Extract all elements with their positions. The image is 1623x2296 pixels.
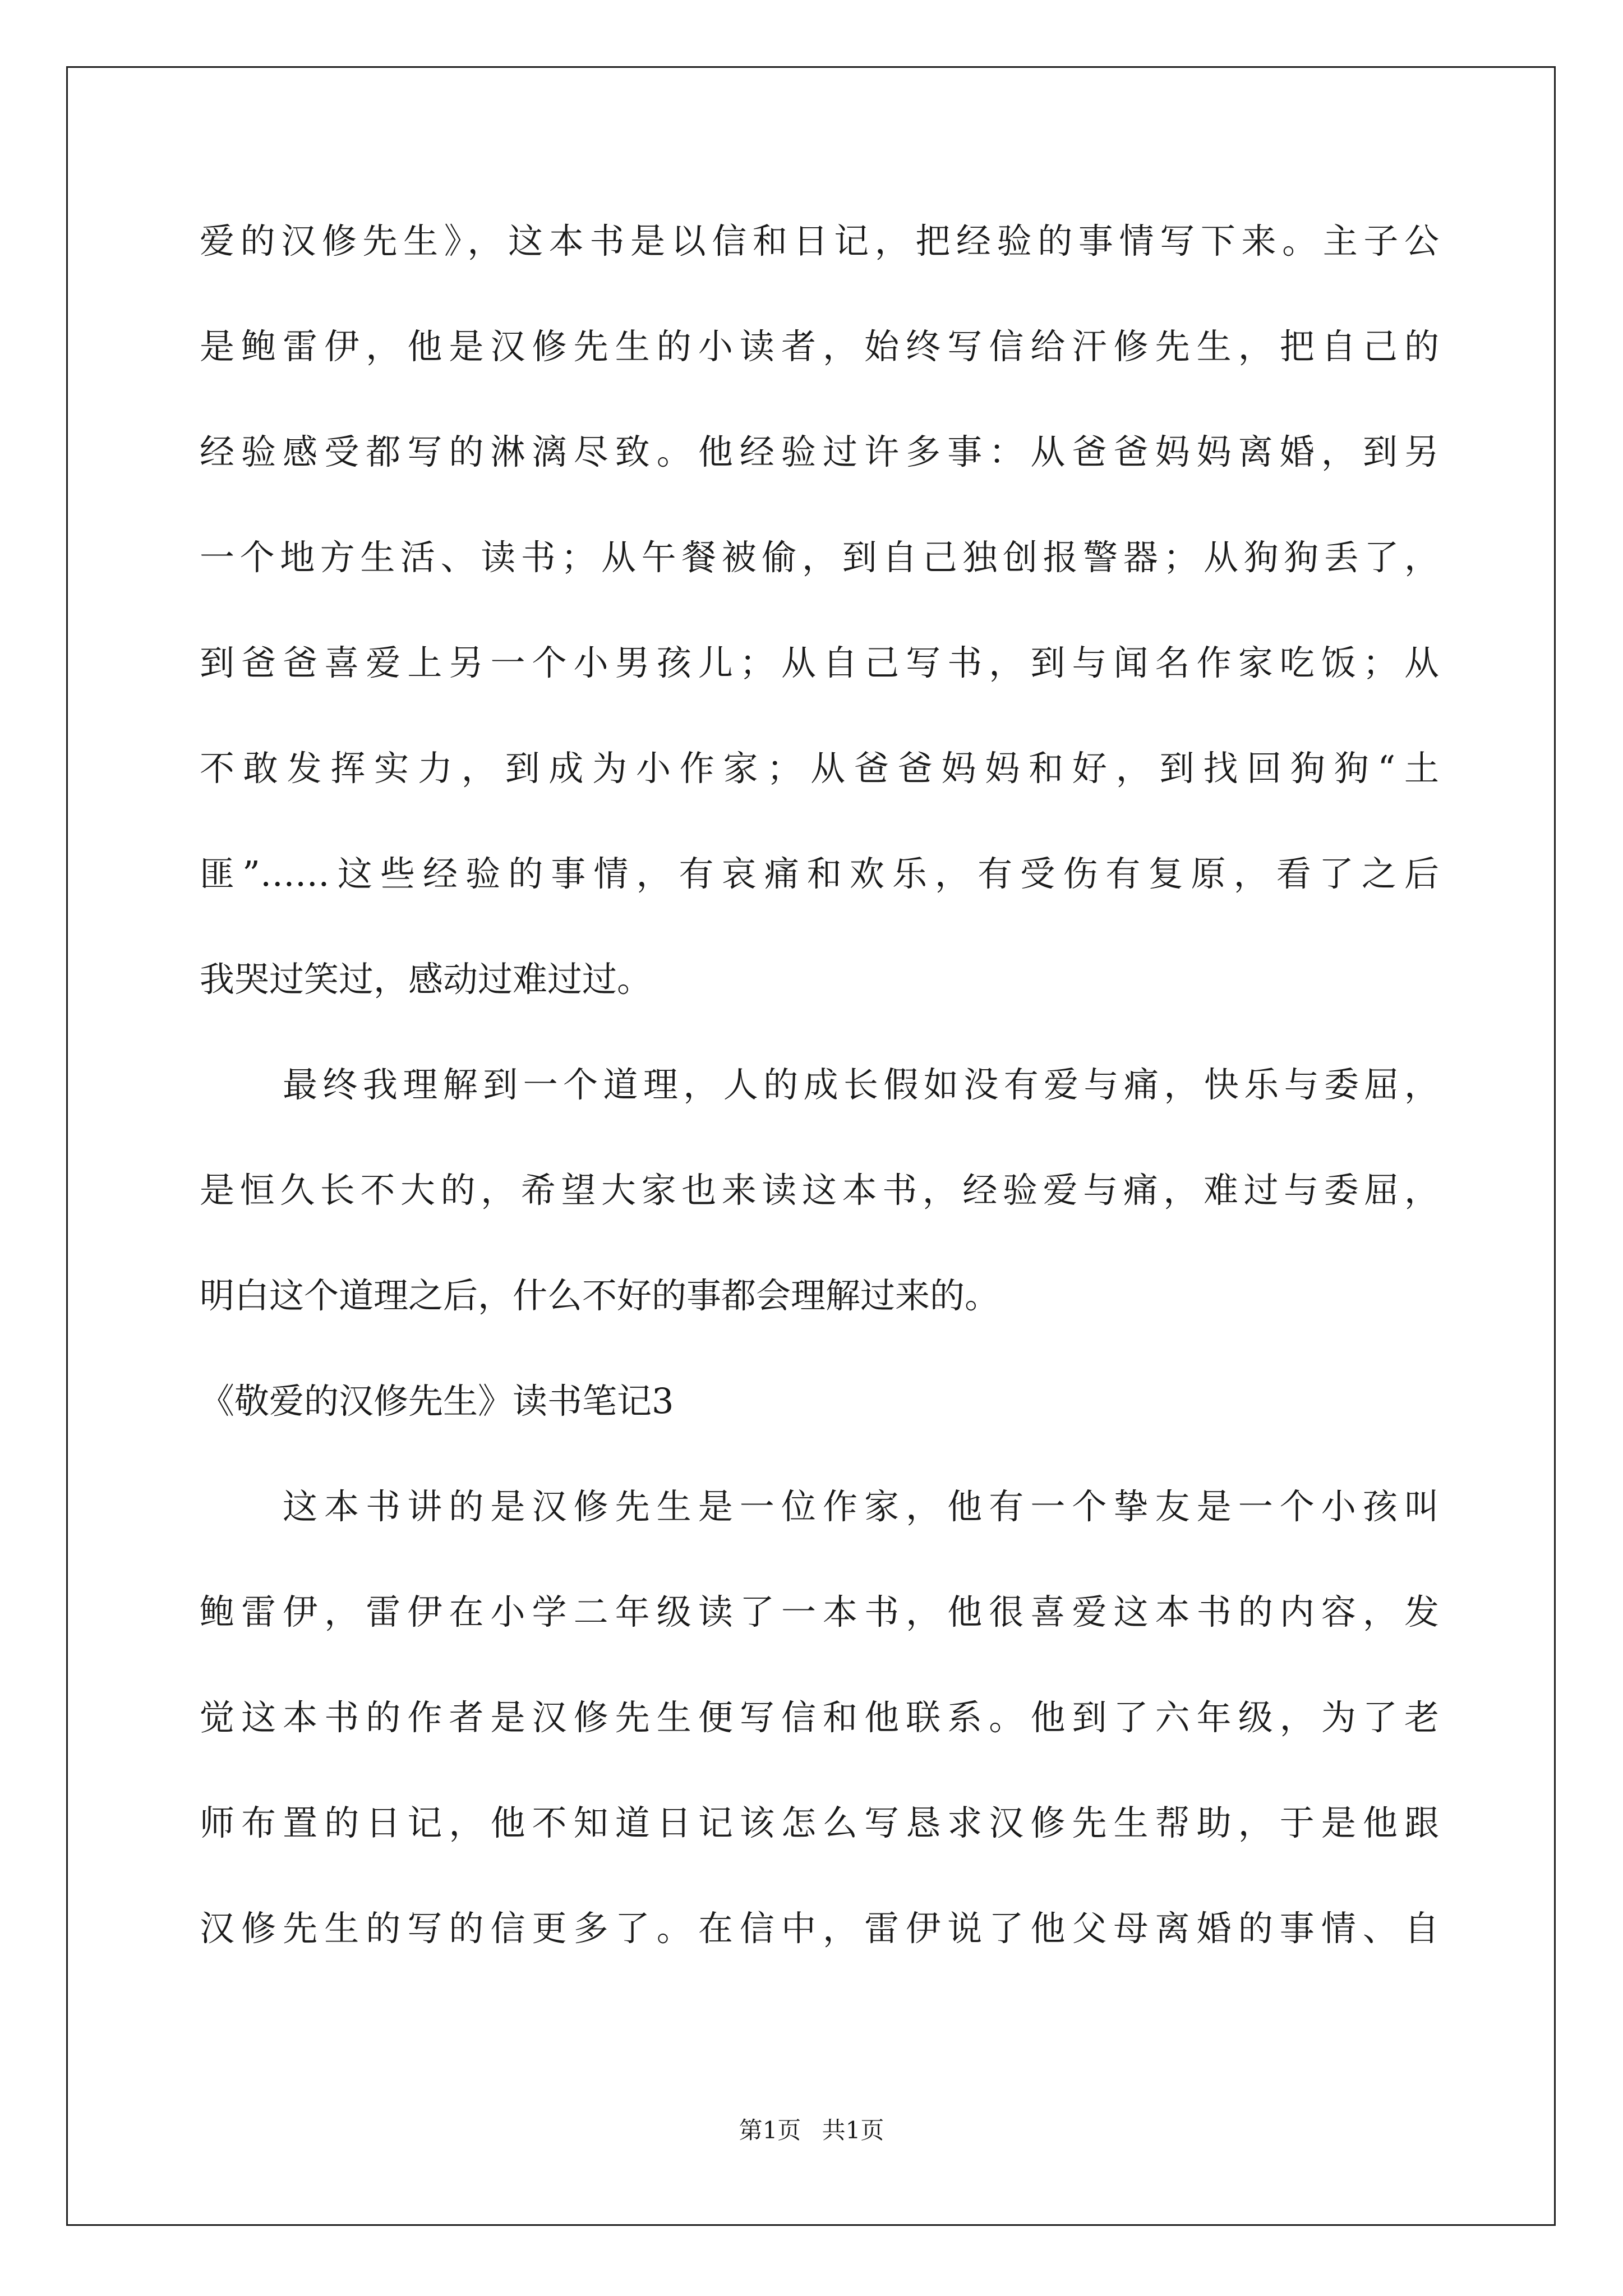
- text-line: 不敢发挥实力，到成为小作家；从爸爸妈妈和好，到找回狗狗“土: [200, 748, 1439, 789]
- paragraph-first-line: 这本书讲的是汉修先生是一位作家，他有一个挚友是一个小孩叫: [283, 1486, 1439, 1527]
- text-line: 明白这个道理之后，什么不好的事都会理解过来的。: [200, 1275, 1000, 1316]
- text-line: 是鲍雷伊，他是汉修先生的小读者，始终写信给汗修先生，把自己的: [200, 326, 1439, 367]
- text-line: 觉这本书的作者是汉修先生便写信和他联系。他到了六年级，为了老: [200, 1697, 1439, 1738]
- section-heading: 《敬爱的汉修先生》读书笔记3: [200, 1381, 674, 1421]
- page-number: 第1页: [739, 2116, 801, 2144]
- text-line: 匪”……这些经验的事情，有哀痛和欢乐，有受伤有复原，看了之后: [200, 853, 1439, 894]
- text-line: 汉修先生的写的信更多了。在信中，雷伊说了他父母离婚的事情、自: [200, 1908, 1439, 1949]
- text-line: 鲍雷伊，雷伊在小学二年级读了一本书，他很喜爱这本书的内容，发: [200, 1591, 1439, 1632]
- text-line: 师布置的日记，他不知道日记该怎么写恳求汉修先生帮助，于是他跟: [200, 1802, 1439, 1843]
- page-total: 共1页: [822, 2116, 884, 2144]
- paragraph-first-line: 最终我理解到一个道理，人的成长假如没有爱与痛，快乐与委屈，: [283, 1064, 1439, 1105]
- text-line: 经验感受都写的淋漓尽致。他经验过许多事：从爸爸妈妈离婚，到另: [200, 431, 1439, 472]
- text-line: 到爸爸喜爱上另一个小男孩儿；从自己写书，到与闻名作家吃饭；从: [200, 642, 1439, 683]
- text-line: 爱的汉修先生》，这本书是以信和日记，把经验的事情写下来。主子公: [200, 220, 1439, 261]
- text-line: 我哭过笑过，感动过难过过。: [200, 959, 652, 1000]
- page-footer: [0, 2114, 1623, 2147]
- text-line: 是恒久长不大的，希望大家也来读这本书，经验爱与痛，难过与委屈，: [200, 1170, 1439, 1211]
- text-line: 一个地方生活、读书；从午餐被偷，到自己独创报警器；从狗狗丢了，: [200, 537, 1439, 578]
